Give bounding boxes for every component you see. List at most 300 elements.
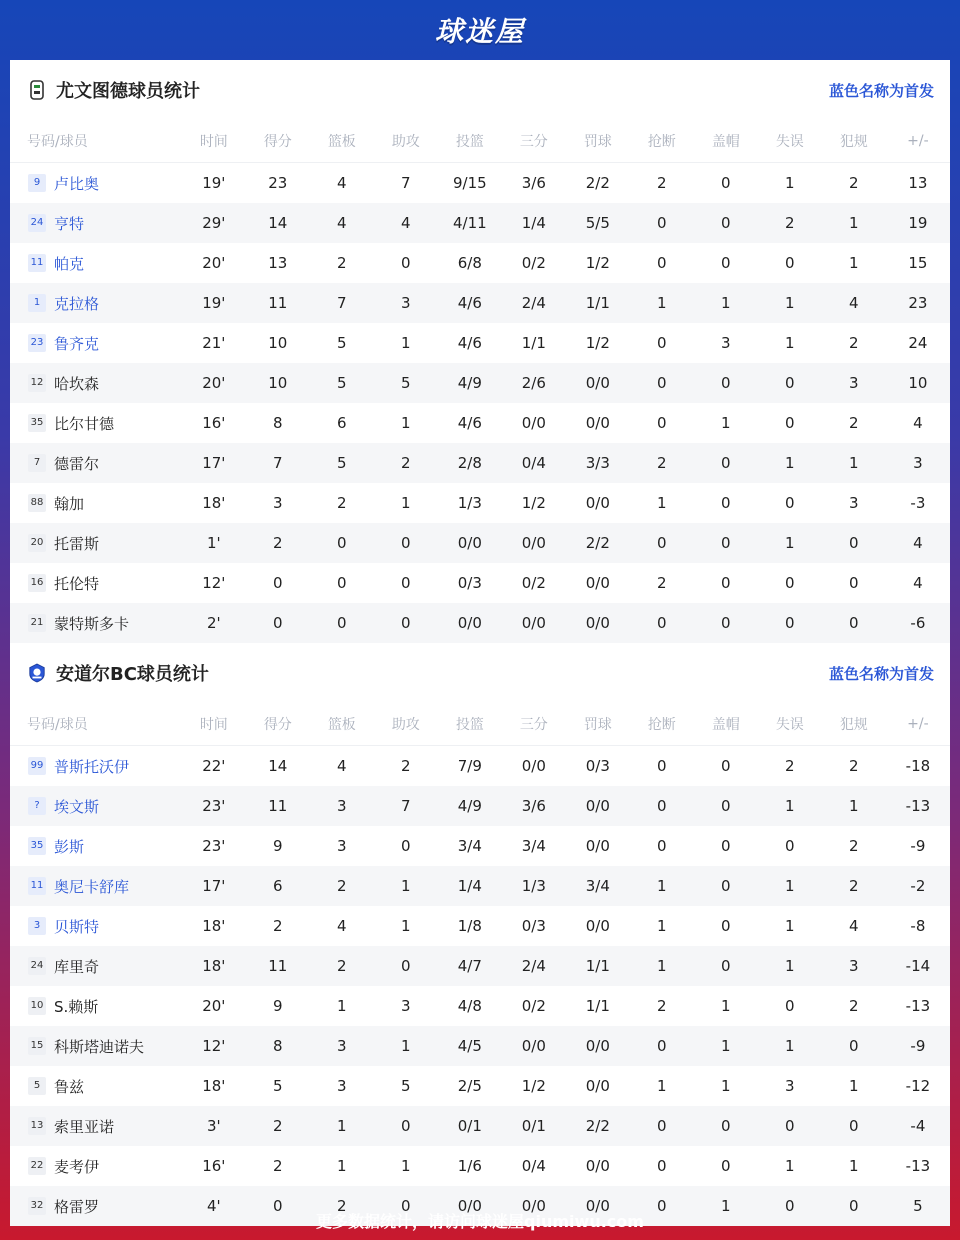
stat-cell: 1 [758, 786, 822, 826]
table-row[interactable] [10, 163, 950, 204]
player-name[interactable]: 麦考伊 [54, 1157, 100, 1176]
stat-cell: 0 [694, 443, 758, 483]
jersey-number-badge: ? [28, 797, 46, 815]
stat-cell: 0 [721, 757, 731, 775]
stat-cell: 4 [337, 757, 347, 775]
stat-cell: 0/1 [502, 1106, 566, 1146]
stat-cell: 2 [246, 1106, 310, 1146]
stat-cell: 0 [822, 1186, 886, 1226]
stat-cell: 1 [694, 1026, 758, 1066]
stat-cell: 20' [202, 997, 226, 1015]
stat-cell: 6 [246, 866, 310, 906]
stat-cell: 3 [310, 786, 374, 826]
stat-cell: 9 [273, 997, 283, 1015]
player-cell[interactable] [10, 443, 182, 483]
table-row[interactable] [10, 746, 950, 787]
stat-cell: 0 [694, 363, 758, 403]
jersey-number-badge: 32 [28, 1197, 46, 1215]
player-cell[interactable] [10, 1066, 182, 1106]
stat-cell: 3/4 [457, 837, 482, 855]
stat-cell: 0 [694, 203, 758, 243]
stat-cell: 2/8 [438, 443, 502, 483]
column-header: 抢断 [630, 120, 694, 163]
stat-cell: 2 [273, 1157, 283, 1175]
player-cell[interactable] [10, 1026, 182, 1066]
player-stats-table [10, 703, 950, 1226]
table-row[interactable] [10, 1106, 950, 1146]
stat-cell: 7 [374, 786, 438, 826]
stat-cell: 4/6 [457, 334, 482, 352]
stat-cell: 2 [246, 523, 310, 563]
stat-cell: 0 [657, 757, 667, 775]
stat-cell: 5 [273, 1077, 283, 1095]
jersey-number-badge: 35 [28, 837, 46, 855]
team-header [10, 60, 950, 120]
stat-cell: 2/2 [585, 174, 610, 192]
player-name[interactable]: 帕克 [54, 254, 85, 273]
jersey-number-badge: 35 [28, 414, 46, 432]
player-cell[interactable] [10, 786, 182, 826]
column-header: 盖帽 [694, 703, 758, 746]
player-name[interactable]: 鲁齐克 [54, 334, 100, 353]
stats-card [10, 60, 950, 1216]
stat-cell: 0/0 [502, 523, 566, 563]
stat-cell: 0 [630, 1026, 694, 1066]
stat-cell: 1 [310, 1106, 374, 1146]
stat-cell: 0/1 [438, 1106, 502, 1146]
player-cell[interactable] [10, 563, 182, 603]
stat-cell: 10 [268, 334, 288, 352]
stat-cell: 1/4 [438, 866, 502, 906]
stat-cell: 0 [785, 254, 795, 272]
stat-cell: 1/3 [457, 494, 482, 512]
stat-cell: 0/3 [521, 917, 546, 935]
stat-cell: 3 [822, 363, 886, 403]
stat-cell: 1 [630, 283, 694, 323]
stat-cell: 2 [849, 757, 859, 775]
column-header: 罚球 [566, 703, 630, 746]
stat-cell: 6/8 [457, 254, 482, 272]
stat-cell: 1/1 [566, 283, 630, 323]
stat-cell: 23 [886, 283, 950, 323]
player-cell[interactable] [10, 1146, 182, 1186]
player-cell[interactable] [10, 203, 182, 243]
stat-cell: 4 [310, 203, 374, 243]
column-header: 号码/球员 [10, 703, 182, 746]
stat-cell: 0 [694, 603, 758, 643]
jersey-number-badge: 16 [28, 574, 46, 592]
stat-cell: 0 [694, 1106, 758, 1146]
stat-cell: 6 [337, 414, 347, 432]
stat-cell: 0 [758, 1106, 822, 1146]
table-row[interactable] [10, 563, 950, 603]
stat-cell: 0 [694, 786, 758, 826]
stat-cell: 2/6 [502, 363, 566, 403]
player-name[interactable]: 索里亚诺 [54, 1117, 115, 1136]
stat-cell: 0 [246, 1186, 310, 1226]
stat-cell: -12 [905, 1077, 931, 1095]
table-row[interactable] [10, 786, 950, 826]
team-title-group [28, 660, 209, 686]
jersey-number-badge: 22 [28, 1157, 46, 1175]
stat-cell: 3 [374, 283, 438, 323]
stat-cell: 1/2 [521, 1077, 546, 1095]
column-header: 三分 [502, 120, 566, 163]
player-cell[interactable] [10, 523, 182, 563]
stat-cell: 3 [273, 494, 283, 512]
player-name[interactable]: 科斯塔迪诺夫 [54, 1037, 145, 1056]
player-cell[interactable] [10, 826, 182, 866]
jersey-number-badge: 15 [28, 1037, 46, 1055]
stat-cell: 21' [202, 334, 226, 352]
stat-cell: 0 [758, 603, 822, 643]
player-name[interactable]: 德雷尔 [54, 454, 100, 473]
player-cell[interactable] [10, 483, 182, 523]
stat-cell: 2/4 [502, 946, 566, 986]
stat-cell: 1/6 [457, 1157, 482, 1175]
jersey-number-badge: 10 [28, 997, 46, 1015]
table-row[interactable] [10, 363, 950, 403]
player-name[interactable]: 翰加 [54, 494, 85, 513]
stat-cell: 1 [657, 917, 667, 935]
starter-legend: 蓝色名称为首发 [828, 81, 934, 100]
player-name[interactable]: 贝斯特 [54, 917, 100, 936]
column-header: 助攻 [374, 703, 438, 746]
team-section-away [10, 643, 950, 1226]
table-row[interactable] [10, 243, 950, 283]
player-name[interactable]: 哈坎森 [54, 374, 100, 393]
stat-cell: 7 [401, 174, 411, 192]
stat-cell: 2 [310, 946, 374, 986]
stat-cell: 3 [721, 334, 731, 352]
stat-cell: 2 [849, 997, 859, 1015]
table-row[interactable] [10, 826, 950, 866]
stat-cell: 4/7 [438, 946, 502, 986]
stat-cell: 0 [758, 1186, 822, 1226]
stat-cell: 0 [822, 603, 886, 643]
stat-cell: 12' [182, 1026, 246, 1066]
player-name[interactable]: 亨特 [54, 214, 85, 233]
stat-cell: 0/0 [585, 917, 610, 935]
team-crest-icon [28, 662, 46, 684]
table-row[interactable] [10, 483, 950, 523]
stat-cell: 0/0 [521, 414, 546, 432]
table-header-row [10, 120, 950, 163]
player-cell[interactable] [10, 746, 182, 787]
jersey-number-badge: 99 [28, 757, 46, 775]
stat-cell: 4 [886, 523, 950, 563]
stat-cell: 3/6 [502, 786, 566, 826]
table-row[interactable] [10, 1146, 950, 1186]
player-name[interactable]: 普斯托沃伊 [54, 757, 130, 776]
stat-cell: 4 [822, 283, 886, 323]
stat-cell: 0/0 [502, 1026, 566, 1066]
stat-cell: -6 [886, 603, 950, 643]
team-title: 尤文图德球员统计 [56, 81, 200, 102]
column-header: 助攻 [374, 120, 438, 163]
column-header: 得分 [246, 703, 310, 746]
stat-cell: 2 [822, 866, 886, 906]
stat-cell: 0 [721, 574, 731, 592]
stat-cell: 5 [401, 1077, 411, 1095]
stat-cell: 3/4 [566, 866, 630, 906]
jersey-number-badge: 12 [28, 374, 46, 392]
table-row[interactable] [10, 946, 950, 986]
stat-cell: 18' [202, 494, 226, 512]
site-logo[interactable]: 球迷屋 [434, 15, 525, 48]
stat-cell: 4/11 [438, 203, 502, 243]
column-header: +/- [886, 703, 950, 746]
stat-cell: 2 [310, 1186, 374, 1226]
stat-cell: 19' [202, 174, 226, 192]
stat-cell: 1/1 [566, 946, 630, 986]
table-row[interactable] [10, 323, 950, 363]
stat-cell: 2 [758, 203, 822, 243]
table-row[interactable] [10, 603, 950, 643]
stat-cell: 0/0 [585, 1157, 610, 1175]
stat-cell: 0/4 [521, 1157, 546, 1175]
stat-cell: 10 [886, 363, 950, 403]
stat-cell: 0 [822, 1026, 886, 1066]
stat-cell: 3' [182, 1106, 246, 1146]
column-header: 盖帽 [694, 120, 758, 163]
stat-cell: 0/0 [438, 603, 502, 643]
stat-cell: -14 [886, 946, 950, 986]
stat-cell: 0/0 [438, 1186, 502, 1226]
player-cell[interactable] [10, 363, 182, 403]
stat-cell: 18' [202, 1077, 226, 1095]
stat-cell: 0/2 [521, 254, 546, 272]
player-name[interactable]: 库里奇 [54, 957, 100, 976]
stat-cell: 0 [721, 174, 731, 192]
stat-cell: 13 [268, 254, 288, 272]
stat-cell: 2 [657, 174, 667, 192]
stat-cell: 1 [822, 203, 886, 243]
jersey-number-badge: 21 [28, 614, 46, 632]
stat-cell: 0 [721, 837, 731, 855]
stat-cell: 11 [246, 786, 310, 826]
stat-cell: 0 [630, 363, 694, 403]
stat-cell: 18' [202, 917, 226, 935]
stat-cell: 1 [694, 1186, 758, 1226]
stat-cell: 1 [758, 866, 822, 906]
stat-cell: 17' [182, 443, 246, 483]
stat-cell: 1 [785, 917, 795, 935]
stat-cell: 1 [337, 1157, 347, 1175]
stat-cell: 23 [268, 174, 288, 192]
player-cell[interactable] [10, 403, 182, 443]
column-header: +/- [886, 120, 950, 163]
stat-cell: 2 [273, 917, 283, 935]
table-row[interactable] [10, 443, 950, 483]
stat-cell: 4/6 [457, 414, 482, 432]
column-header: 犯规 [822, 120, 886, 163]
stat-cell: 1 [822, 786, 886, 826]
stat-cell: 1 [401, 1157, 411, 1175]
stat-cell: 1 [694, 283, 758, 323]
stat-cell: 7/9 [457, 757, 482, 775]
stat-cell: 0/0 [566, 1026, 630, 1066]
player-name[interactable]: S.赖斯 [54, 997, 99, 1016]
stat-cell: 2 [630, 443, 694, 483]
player-name[interactable]: 托雷斯 [54, 534, 100, 553]
stat-cell: 3/6 [521, 174, 546, 192]
stat-cell: -9 [886, 1026, 950, 1066]
stat-cell: 1/4 [502, 203, 566, 243]
stat-cell: 0 [246, 603, 310, 643]
jersey-number-badge: 1 [28, 294, 46, 312]
stat-cell: 0/0 [521, 757, 546, 775]
player-name[interactable]: 蒙特斯多卡 [54, 614, 130, 633]
stat-cell: 0/0 [585, 494, 610, 512]
table-row[interactable] [10, 283, 950, 323]
table-row[interactable] [10, 523, 950, 563]
team-header [10, 643, 950, 703]
team-section-home [10, 60, 950, 643]
stat-cell: 8 [273, 414, 283, 432]
stat-cell: 9 [273, 837, 283, 855]
stat-cell: 3 [401, 997, 411, 1015]
column-header: 篮板 [310, 120, 374, 163]
stat-cell: 0 [694, 866, 758, 906]
stat-cell: 8 [246, 1026, 310, 1066]
table-row[interactable] [10, 986, 950, 1026]
team-title: 安道尔BC球员统计 [56, 664, 209, 685]
player-cell[interactable] [10, 906, 182, 946]
stat-cell: 0/0 [566, 1186, 630, 1226]
column-header: 失误 [758, 703, 822, 746]
stat-cell: 2 [849, 414, 859, 432]
stat-cell: 4/8 [457, 997, 482, 1015]
stat-cell: 0 [785, 574, 795, 592]
stat-cell: 4 [374, 203, 438, 243]
player-cell[interactable] [10, 986, 182, 1026]
stat-cell: 1/1 [585, 997, 610, 1015]
player-name[interactable]: 格雷罗 [54, 1197, 100, 1216]
stat-cell: 1 [374, 1026, 438, 1066]
stat-cell: 4' [182, 1186, 246, 1226]
stat-cell: 17' [182, 866, 246, 906]
stat-cell: 1 [849, 254, 859, 272]
stat-cell: 0/0 [585, 1077, 610, 1095]
stat-cell: 23' [182, 786, 246, 826]
team-crest-icon [28, 79, 46, 101]
table-row[interactable] [10, 866, 950, 906]
stat-cell: 0/0 [502, 1186, 566, 1226]
stat-cell: -8 [910, 917, 926, 935]
top-banner [0, 0, 960, 60]
stat-cell: 7 [246, 443, 310, 483]
stat-cell: 16' [202, 1157, 226, 1175]
player-cell[interactable] [10, 866, 182, 906]
stat-cell: 5 [310, 443, 374, 483]
stat-cell: 0/0 [585, 414, 610, 432]
stat-cell: 2 [310, 866, 374, 906]
player-cell[interactable] [10, 323, 182, 363]
team-title-group [28, 77, 200, 103]
stat-cell: 0 [694, 523, 758, 563]
player-cell[interactable] [10, 283, 182, 323]
stat-cell: 1 [401, 917, 411, 935]
stat-cell: 0/0 [438, 523, 502, 563]
stat-cell: 1 [337, 997, 347, 1015]
stat-cell: 0 [630, 523, 694, 563]
stat-cell: 3 [310, 1026, 374, 1066]
stat-cell: -13 [905, 1157, 931, 1175]
table-row[interactable] [10, 403, 950, 443]
player-name[interactable]: 比尔甘德 [54, 414, 115, 433]
stat-cell: 4 [913, 414, 923, 432]
stat-cell: 16' [202, 414, 226, 432]
stat-cell: 1 [721, 1077, 731, 1095]
stat-cell: 1/2 [585, 254, 610, 272]
player-name[interactable]: 卢比奥 [54, 174, 100, 193]
table-row[interactable] [10, 1066, 950, 1106]
stat-cell: 2 [849, 837, 859, 855]
player-cell[interactable] [10, 603, 182, 643]
table-row[interactable] [10, 1026, 950, 1066]
stat-cell: 7 [310, 283, 374, 323]
stat-cell: 0/0 [566, 786, 630, 826]
player-name[interactable]: 彭斯 [54, 837, 85, 856]
player-name[interactable]: 埃文斯 [54, 797, 100, 816]
player-cell[interactable] [10, 946, 182, 986]
jersey-number-badge: 3 [28, 917, 46, 935]
stat-cell: 0 [657, 1157, 667, 1175]
player-cell[interactable] [10, 163, 182, 204]
stat-cell: 2 [337, 494, 347, 512]
stat-cell: 0 [721, 254, 731, 272]
stat-cell: 3 [886, 443, 950, 483]
table-row[interactable] [10, 203, 950, 243]
stat-cell: 2/4 [502, 283, 566, 323]
stat-cell: -4 [886, 1106, 950, 1146]
stat-cell: 0 [630, 1106, 694, 1146]
player-name[interactable]: 托伦特 [54, 574, 100, 593]
stat-cell: 0 [758, 363, 822, 403]
table-row[interactable] [10, 906, 950, 946]
column-header: 篮板 [310, 703, 374, 746]
table-header-row [10, 703, 950, 746]
jersey-number-badge: 24 [28, 957, 46, 975]
stat-cell: 0/3 [457, 574, 482, 592]
stat-cell: 2/2 [566, 523, 630, 563]
stat-cell: 3 [822, 946, 886, 986]
stat-cell: 1/3 [502, 866, 566, 906]
stat-cell: 5/5 [566, 203, 630, 243]
stat-cell: 0 [401, 574, 411, 592]
stat-cell: 5 [886, 1186, 950, 1226]
stat-cell: 0 [721, 1157, 731, 1175]
player-cell[interactable] [10, 243, 182, 283]
stat-cell: 5 [374, 363, 438, 403]
jersey-number-badge: 5 [28, 1077, 46, 1095]
player-cell[interactable] [10, 1106, 182, 1146]
footer-link[interactable]: 更多数据统计，请访问球迷屋qiumiwu.com [316, 1211, 644, 1231]
player-name[interactable]: 克拉格 [54, 294, 100, 313]
stat-cell: 0 [822, 1106, 886, 1146]
stat-cell: 1 [785, 334, 795, 352]
stat-cell: -9 [910, 837, 926, 855]
stat-cell: 3/3 [566, 443, 630, 483]
stat-cell: 1 [630, 946, 694, 986]
column-header: 投篮 [438, 120, 502, 163]
stat-cell: 2 [337, 254, 347, 272]
stat-cell: 0/2 [521, 997, 546, 1015]
player-name[interactable]: 奥尼卡舒库 [54, 877, 130, 896]
player-name[interactable]: 鲁兹 [54, 1077, 85, 1096]
stat-cell: 4 [337, 174, 347, 192]
